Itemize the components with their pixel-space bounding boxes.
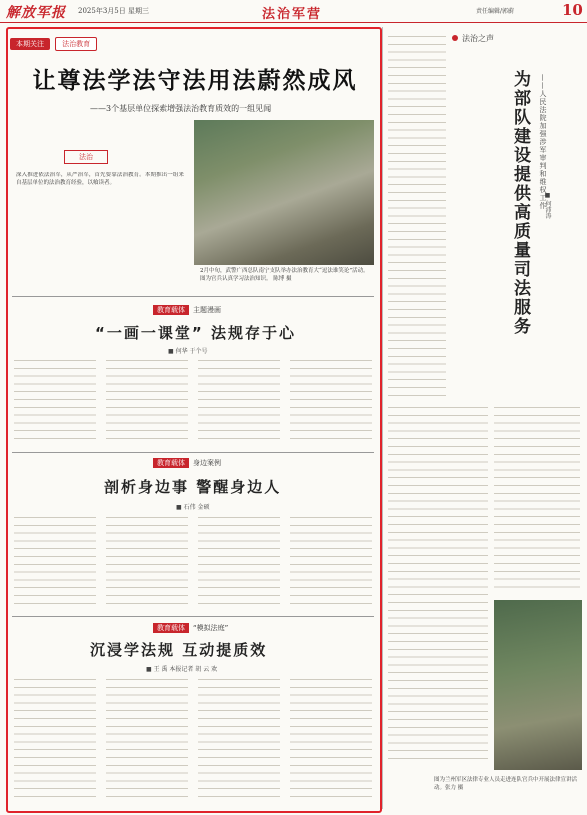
intro-text: 深入推进依法治军，从严治军，首先要靠法治教育。本期推出一组来自基层单位的法治教育经验，以飨读者。 xyxy=(16,172,184,186)
story3-body-col4 xyxy=(290,677,372,801)
story1-title: “一画一课堂” 法规存于心 xyxy=(95,324,296,342)
story3-body-col2 xyxy=(106,677,188,801)
subheadline: ——3个基层单位探索增强法治教育质效的一组见闻 xyxy=(90,104,272,113)
story3-title: 沉浸学法规 互动提质效 xyxy=(90,641,268,659)
photo-caption: 2月中旬，武警广西总队南宁支队举办法治教育大“逗法谁笑论”活动。图为官兵认真学习法治知识。 陈博 摄 xyxy=(200,268,369,282)
masthead: 解放军报 xyxy=(6,5,66,21)
bullet-icon xyxy=(452,35,458,41)
story2-body-col2 xyxy=(106,515,188,610)
section-title: 法治军营 xyxy=(262,7,323,22)
page-number: 10 xyxy=(562,1,583,19)
story2-label: 教育载体 身边案例 xyxy=(153,458,221,468)
right-column-divider xyxy=(382,27,383,809)
headline: 让尊法学法守法用法蔚然成风 xyxy=(32,68,358,94)
story3-body-col1 xyxy=(14,677,96,801)
article-photo xyxy=(194,120,374,265)
divider xyxy=(12,616,374,617)
story3-label: 教育载体 “模拟法庭” xyxy=(153,623,228,633)
column-tag: 本期关注 xyxy=(10,38,50,50)
story1-body-col1 xyxy=(14,358,96,446)
story2-body-col1 xyxy=(14,515,96,610)
right-body-lower-right xyxy=(494,405,580,590)
story3-body-col3 xyxy=(198,677,280,801)
right-headline: 为部队建设提供高质量司法服务 xyxy=(510,70,530,336)
right-body-lower-left xyxy=(388,405,488,765)
divider xyxy=(12,452,374,453)
story1-byline: ■ 何华 于个号 xyxy=(168,348,208,355)
tag-bar xyxy=(10,31,97,48)
logo-seal: 法治 xyxy=(64,150,108,164)
right-photo-caption: 图为兰州军区法律专业人员走进连队官兵中开展法律宣讲活动。张力 摄 xyxy=(434,777,578,791)
right-author: ■ 何沛涛 xyxy=(544,192,551,219)
column-label: 法治之声 xyxy=(452,33,494,44)
right-body-top xyxy=(388,34,446,399)
story1-body-col3 xyxy=(198,358,280,446)
right-kicker: ——人民法院加强涉军审判和维权工作 xyxy=(539,74,547,210)
story2-byline: ■ 石伟 金硕 xyxy=(176,504,210,511)
topic-tag: 法治教育 xyxy=(55,37,97,51)
right-photo xyxy=(494,600,582,770)
issue-date: 2025年3月5日 星期三 xyxy=(78,7,149,15)
story1-body-col2 xyxy=(106,358,188,446)
story3-byline: ■ 王 禹 本报记者 胡 云 欢 xyxy=(146,666,218,673)
story2-body-col4 xyxy=(290,515,372,610)
story1-body-col4 xyxy=(290,358,372,446)
editor-credit: 责任编辑/郭蔚 xyxy=(476,8,515,15)
story2-body-col3 xyxy=(198,515,280,610)
story1-label: 教育载体 主题漫画 xyxy=(153,305,221,315)
divider xyxy=(12,296,374,297)
photo-credit: 陈博 摄 xyxy=(273,276,292,282)
story2-title: 剖析身边事 警醒身边人 xyxy=(104,478,282,496)
